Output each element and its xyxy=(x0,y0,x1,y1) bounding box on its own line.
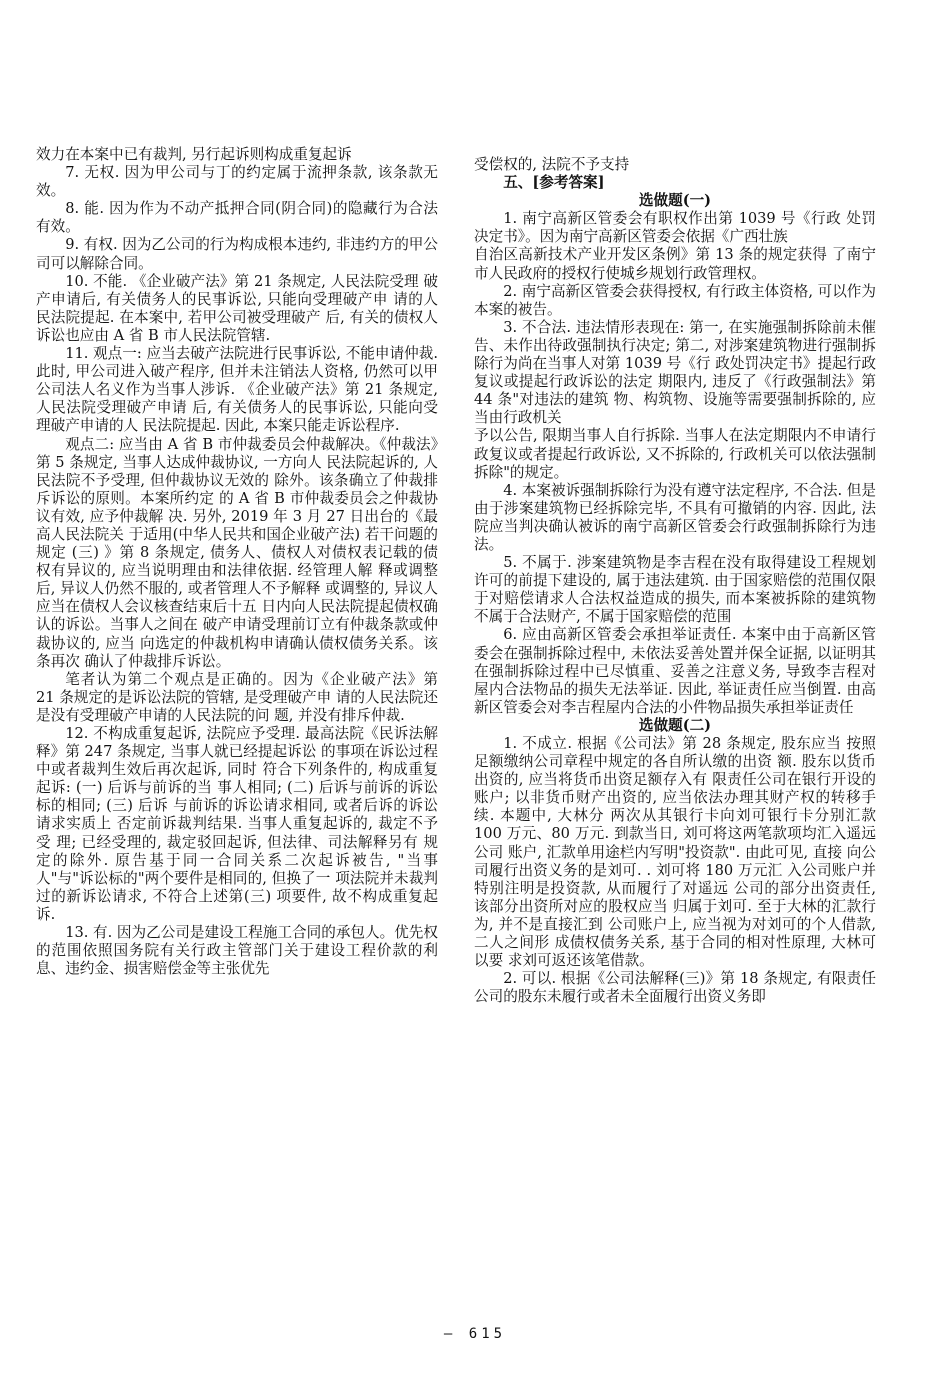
paragraph: 6. 应由高新区管委会承担举证责任. 本案中由于高新区管委会在强制拆除过程中, 未依法妥善处置并保全证据, 以证明其在强制拆除过程中已尽慎重、妥善之注意义务, 导致李吉程对屋内合法物品的损失无法举证. 因此, 举证责任应当倒置. 由高新区管委会对李吉程屋内合法的小件物品损失承担举证责任 xyxy=(474,626,876,716)
subsection-title: 选做题(一) xyxy=(638,192,712,210)
paragraph: 2. 可以. 根据《公司法解释(三)》第 18 条规定, 有限责任公司的股东未履行或者未全面履行出资义务即 xyxy=(474,970,876,1006)
right-column xyxy=(474,156,876,1006)
paragraph: 1. 不成立. 根据《公司法》第 28 条规定, 股东应当 按照足额缴纳公司章程中规定的各自所认缴的出资 额. 股东以货币出资的, 应当将货币出资足额存入有 限责任公司在银行开设的账户; 以非货币财产出资的, 应当依法办理其财产权的转移手续. 本题中, 大林分 两次从其银行卡向刘可银行卡分别汇款 100 万元、80 万元. 到款当日, 刘可将这两笔款项均汇入遥远公司 账户, 汇款单用途栏内写明"投资款". 由此可见, 直接 向公司履行出资义务的是刘可. . 刘可将 180 万元汇 入公司账户并特别注明是投资款, 从而履行了对遥远 公司的部分出资责任, 该部分出资所对应的股权应当 归属于刘可. 至于大林的汇款行为, 并不是直接汇到 公司账户上, 应当视为对刘可的个人借款, 二人之间形 成债权债务关系, 基于合同的相对性原理, 大林可以要 求刘可返还该笔借款。 xyxy=(474,735,876,970)
paragraph: 13. 有. 因为乙公司是建设工程施工合同的承包人。优先权的范围依照国务院有关行政主管部门关于建设工程价款的利息、违约金、损害赔偿金等主张优先 xyxy=(36,924,438,978)
subsection-title: 选做题(二) xyxy=(638,716,712,734)
paragraph: 自治区高新技术产业开发区条例》第 13 条的规定获得 了南宁市人民政府的授权行使城乡规划行政管理权。 xyxy=(474,246,876,282)
paragraph: 1. 南宁高新区管委会有职权作出第 1039 号《行政 处罚决定书》。因为南宁高新区管委会依据《广西壮族 xyxy=(474,210,876,246)
paragraph: 笔者认为第二个观点是正确的。因为《企业破产法》第 21 条规定的是诉讼法院的管辖, 是受理破产申 请的人民法院还是没有受理破产申请的人民法院的问 题, 并没有排斥仲裁. xyxy=(36,670,438,724)
paragraph: 予以公告, 限期当事人自行拆除. 当事人在法定期限内不申请行政复议或者提起行政诉讼, 又不拆除的, 行政机关可以依法强制拆除"的规定。 xyxy=(474,427,876,481)
paragraph: 2. 南宁高新区管委会获得授权, 有行政主体资格, 可以作为本案的被告。 xyxy=(474,282,876,318)
paragraph: 效力在本案中已有裁判, 另行起诉则构成重复起诉 xyxy=(36,146,352,163)
paragraph: 3. 不合法. 违法情形表现在: 第一, 在实施强制拆除前未催告、未作出待政强制执行决定; 第二, 对涉案建筑物进行强制拆除行为尚在当事人对第 1039 号《行 政处罚决定书》提起行政复议或提起行政诉讼的法定 期限内, 违反了《行政强制法》第 44 条"对违法的建筑 物、构筑物、设施等需要强制拆除的, 应当由行政机关 xyxy=(474,318,876,427)
paragraph: 12. 不构成重复起诉, 法院应予受理. 最高法院《民诉法解释》第 247 条规定, 当事人就已经提起诉讼 的事项在诉讼过程中或者裁判生效后再次起诉, 同时 符合下列条件的, 构成重复起诉: (一) 后诉与前诉的当 事人相同; (二) 后诉与前诉的诉讼标的相同; (三) 后诉 与前诉的诉讼请求相同, 或者后诉的诉讼请求实质上 否定前诉裁判结果. 当事人重复起诉的, 裁定不予受 理; 已经受理的, 裁定驳回起诉, 但法律、司法解释另有 规定的除外. 原告基于同一合同关系二次起诉被告, "当事人"与"诉讼标的"两个要件是相同的, 但换了一 项法院并未裁判过的新诉讼请求, 不符合上述第(三) 项要件, 故不构成重复起诉. xyxy=(36,725,438,923)
paragraph: 观点二: 应当由 A 省 B 市仲裁委员会仲裁解决。《仲裁法》第 5 条规定, 当事人达成仲裁协议, 一方向人 民法院起诉的, 人民法院不予受理, 但仲裁协议无效的 除外。该条确立了仲裁排斥诉讼的原则。本案所约定 的 A 省 B 市仲裁委员会之仲裁协议有效, 应予仲裁解 决. 另外, 2019 年 3 月 27 日出台的《最高人民法院关 于适用(中华人民共和国企业破产法) 若干问题的规定 (三) 》第 8 条规定, 债务人、债权人对债权表记载的债 权有异议的, 应当说明理由和法律依据. 经管理人解 释或调整后, 异议人仍然不服的, 或者管理人不予解释 或调整的, 异议人应当在债权人会议核查结束后十五 日内向人民法院提起债权确认的诉讼。当事人之间在 破产申请受理前订立有仲裁条款或仲裁协议的, 应当 向选定的仲裁机构申请确认债权债务关系。该条再次 确认了仲裁排斥诉讼。 xyxy=(36,435,438,670)
paragraph: 9. 有权. 因为乙公司的行为构成根本违约, 非违约方的甲公司可以解除合同。 xyxy=(36,236,438,272)
paragraph: 11. 观点一: 应当去破产法院进行民事诉讼, 不能申请仲裁. 此时, 甲公司进入破产程序, 但并未注销法人资格, 仍然可以甲公司法人名义作为当事人涉诉. 《企业破产法》第 21 条规定, 人民法院受理破产申请 后, 有关债务人的民事诉讼, 只能向受理破产申请的人 民法院提起. 因此, 本案只能走诉讼程序. xyxy=(36,345,438,435)
paragraph: 5. 不属于. 涉案建筑物是李吉程在没有取得建设工程规划许可的前提下建设的, 属于违法建筑. 由于国家赔偿的范围仅限于对赔偿请求人合法权益造成的损失, 而本案被拆除的建筑物不属于合法财产, 不属于国家赔偿的范围 xyxy=(474,554,876,626)
page-number: — 615 xyxy=(443,1326,507,1342)
paragraph: 4. 本案被诉强制拆除行为没有遵守法定程序, 不合法. 但是由于涉案建筑物已经拆除完毕, 不具有可撤销的内容. 因此, 法院应当判决确认被诉的南宁高新区管委会行政强制拆除行为违法。 xyxy=(474,481,876,553)
paragraph: 7. 无权. 因为甲公司与丁的约定属于流押条款, 该条款无效。 xyxy=(36,164,438,200)
paragraph: 10. 不能. 《企业破产法》第 21 条规定, 人民法院受理 破产申请后, 有关债务人的民事诉讼, 只能向受理破产申 请的人民法院提起. 在本案中, 若甲公司被受理破产 后, 有关的债权人诉讼也应由 A 省 B 市人民法院管辖. xyxy=(36,272,438,344)
left-column xyxy=(36,146,438,978)
paragraph: 8. 能. 因为作为不动产抵押合同(阴合同)的隐藏行为合法有效。 xyxy=(36,200,438,236)
section-title: 五、[参考答案] xyxy=(503,174,605,192)
paragraph: 受偿权的, 法院不予支持 xyxy=(474,156,630,173)
